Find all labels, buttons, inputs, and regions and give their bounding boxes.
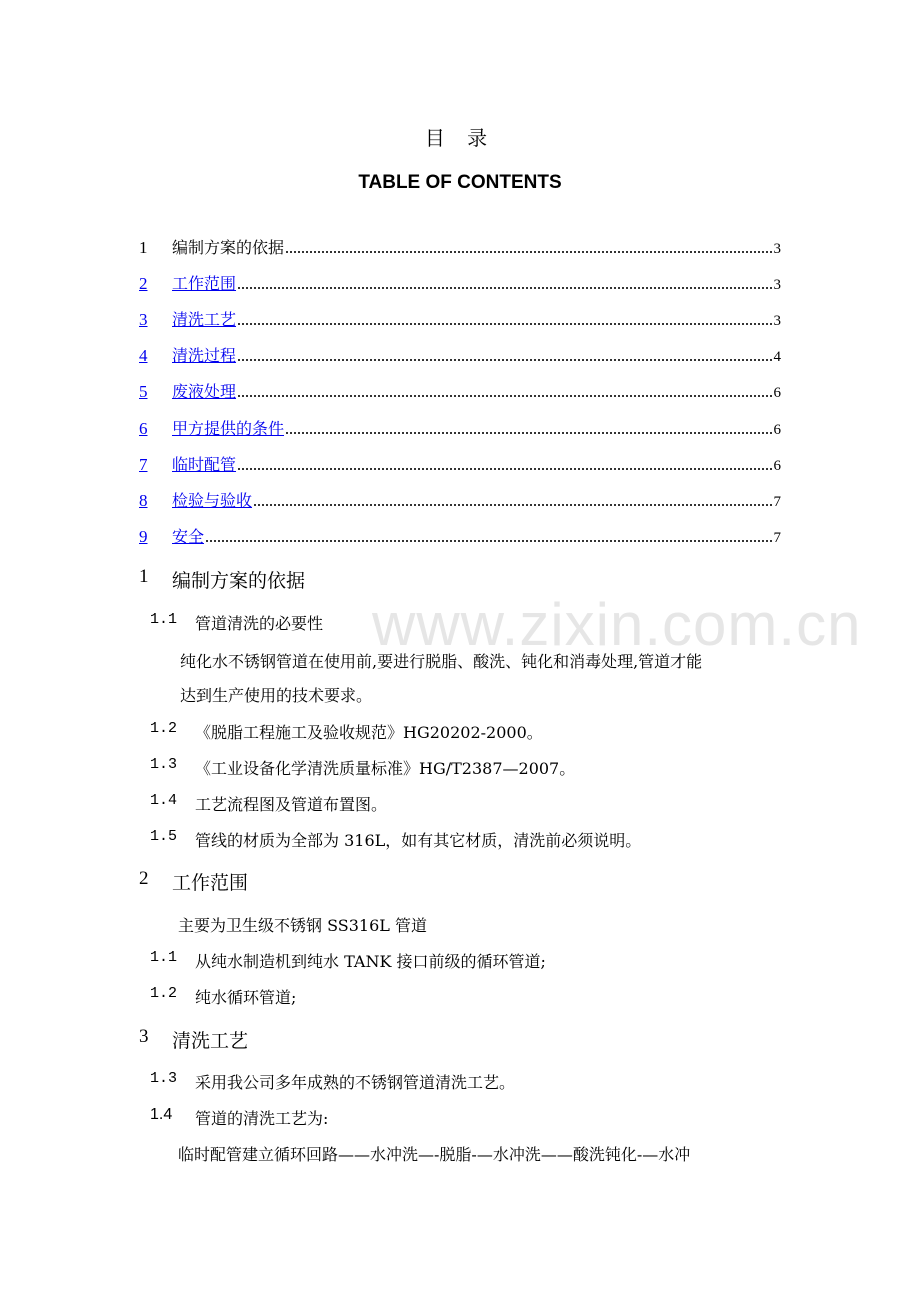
item-text: 《脱脂工程施工及验收规范》HG20202-2000。 bbox=[195, 723, 543, 742]
toc-number-link[interactable]: 9 bbox=[139, 527, 148, 546]
item-number: 1.4 bbox=[150, 1106, 173, 1123]
list-item bbox=[150, 1070, 515, 1093]
item-number: 1.5 bbox=[150, 828, 178, 845]
page-title: 目 录 bbox=[424, 126, 496, 150]
toc-number-link[interactable]: 8 bbox=[139, 491, 148, 510]
toc-number-link[interactable]: 3 bbox=[139, 310, 148, 329]
toc-entry-8[interactable] bbox=[139, 485, 781, 511]
toc-entry-3[interactable] bbox=[139, 304, 781, 330]
toc-page-number: 6 bbox=[773, 422, 781, 438]
toc-number-link[interactable]: 2 bbox=[139, 274, 148, 293]
toc-title-link[interactable]: 清洗工艺 bbox=[172, 310, 237, 329]
item-number: 1.3 bbox=[150, 1070, 178, 1087]
section-heading-1 bbox=[139, 566, 305, 593]
toc-entry-5[interactable] bbox=[139, 376, 781, 402]
toc-entry-1[interactable] bbox=[139, 232, 781, 258]
toc-entry-7[interactable] bbox=[139, 449, 781, 475]
toc-entry-9[interactable] bbox=[139, 521, 781, 547]
toc-title-link[interactable]: 甲方提供的条件 bbox=[172, 419, 285, 438]
toc-number-link[interactable]: 6 bbox=[139, 419, 148, 438]
toc-title-link[interactable]: 清洗过程 bbox=[172, 346, 237, 365]
watermark: www.zixin.com.cn bbox=[372, 591, 862, 658]
section-title: 工作范围 bbox=[172, 872, 249, 894]
list-item bbox=[150, 792, 387, 815]
list-item bbox=[150, 756, 575, 779]
section-number: 2 bbox=[139, 868, 149, 889]
item-text: 管道的清洗工艺为: bbox=[195, 1109, 329, 1128]
toc-page-number: 3 bbox=[773, 313, 781, 329]
paragraph: 临时配管建立循环回路——水冲洗—-脱脂-—水冲洗——酸洗钝化-—水冲 bbox=[178, 1145, 691, 1164]
item-text: 工艺流程图及管道布置图。 bbox=[195, 795, 388, 814]
toc-leader bbox=[286, 432, 771, 434]
toc-page-number: 4 bbox=[773, 349, 781, 365]
toc-entry-2[interactable] bbox=[139, 268, 781, 294]
toc-number: 1 bbox=[139, 238, 148, 257]
toc-title-link[interactable]: 工作范围 bbox=[172, 274, 237, 293]
paragraph: 纯化水不锈钢管道在使用前,要进行脱脂、酸洗、钝化和消毒处理,管道才能 bbox=[180, 652, 703, 671]
item-number: 1.4 bbox=[150, 792, 178, 809]
item-number: 1.1 bbox=[150, 949, 178, 966]
toc-entry-6[interactable] bbox=[139, 413, 781, 439]
toc-leader bbox=[206, 540, 771, 542]
list-item bbox=[150, 1106, 328, 1129]
item-text: 管道清洗的必要性 bbox=[195, 614, 324, 633]
toc-title-link[interactable]: 废液处理 bbox=[172, 382, 237, 401]
toc-entry-4[interactable] bbox=[139, 340, 781, 366]
toc-number-link[interactable]: 7 bbox=[139, 455, 148, 474]
list-item bbox=[150, 828, 641, 851]
section-number: 1 bbox=[139, 566, 149, 587]
list-item bbox=[150, 949, 546, 972]
toc-title: 编制方案的依据 bbox=[172, 238, 285, 257]
toc-leader bbox=[238, 468, 771, 470]
toc-page-number: 3 bbox=[773, 277, 781, 293]
toc-title-link[interactable]: 检验与验收 bbox=[172, 491, 253, 510]
toc-title-link[interactable]: 安全 bbox=[172, 527, 205, 546]
toc-page-number: 3 bbox=[773, 241, 781, 257]
item-text: 《工业设备化学清洗质量标准》HG/T2387—2007。 bbox=[195, 759, 576, 778]
section-number: 3 bbox=[139, 1026, 149, 1047]
item-number: 1.3 bbox=[150, 756, 178, 773]
section-heading-3 bbox=[139, 1026, 248, 1053]
item-text: 采用我公司多年成熟的不锈钢管道清洗工艺。 bbox=[195, 1073, 516, 1092]
toc-leader bbox=[286, 251, 771, 253]
item-text: 从纯水制造机到纯水 TANK 接口前级的循环管道; bbox=[195, 952, 546, 971]
list-item bbox=[150, 611, 323, 634]
item-text: 管线的材质为全部为 316L，如有其它材质，清洗前必须说明。 bbox=[195, 831, 642, 850]
section-heading-2 bbox=[139, 868, 248, 895]
toc-page-number: 6 bbox=[773, 385, 781, 401]
paragraph: 主要为卫生级不锈钢 SS316L 管道 bbox=[178, 916, 427, 935]
toc-page-number: 7 bbox=[773, 530, 781, 546]
item-text: 纯水循环管道; bbox=[195, 988, 297, 1007]
item-number: 1.1 bbox=[150, 611, 178, 628]
toc-number-link[interactable]: 5 bbox=[139, 382, 148, 401]
toc-leader bbox=[238, 395, 771, 397]
toc-leader bbox=[238, 323, 771, 325]
section-title: 清洗工艺 bbox=[172, 1030, 249, 1052]
section-title: 编制方案的依据 bbox=[172, 570, 306, 592]
list-item bbox=[150, 720, 543, 743]
page-subtitle: TABLE OF CONTENTS bbox=[358, 172, 562, 193]
toc-number-link[interactable]: 4 bbox=[139, 346, 148, 365]
item-number: 1.2 bbox=[150, 985, 178, 1002]
toc-leader bbox=[254, 504, 771, 506]
toc-page-number: 7 bbox=[773, 494, 781, 510]
item-number: 1.2 bbox=[150, 720, 178, 737]
list-item bbox=[150, 985, 296, 1008]
toc-title-link[interactable]: 临时配管 bbox=[172, 455, 237, 474]
toc-page-number: 6 bbox=[773, 458, 781, 474]
paragraph: 达到生产使用的技术要求。 bbox=[180, 686, 373, 705]
toc-leader bbox=[238, 359, 771, 361]
toc-leader bbox=[238, 287, 771, 289]
